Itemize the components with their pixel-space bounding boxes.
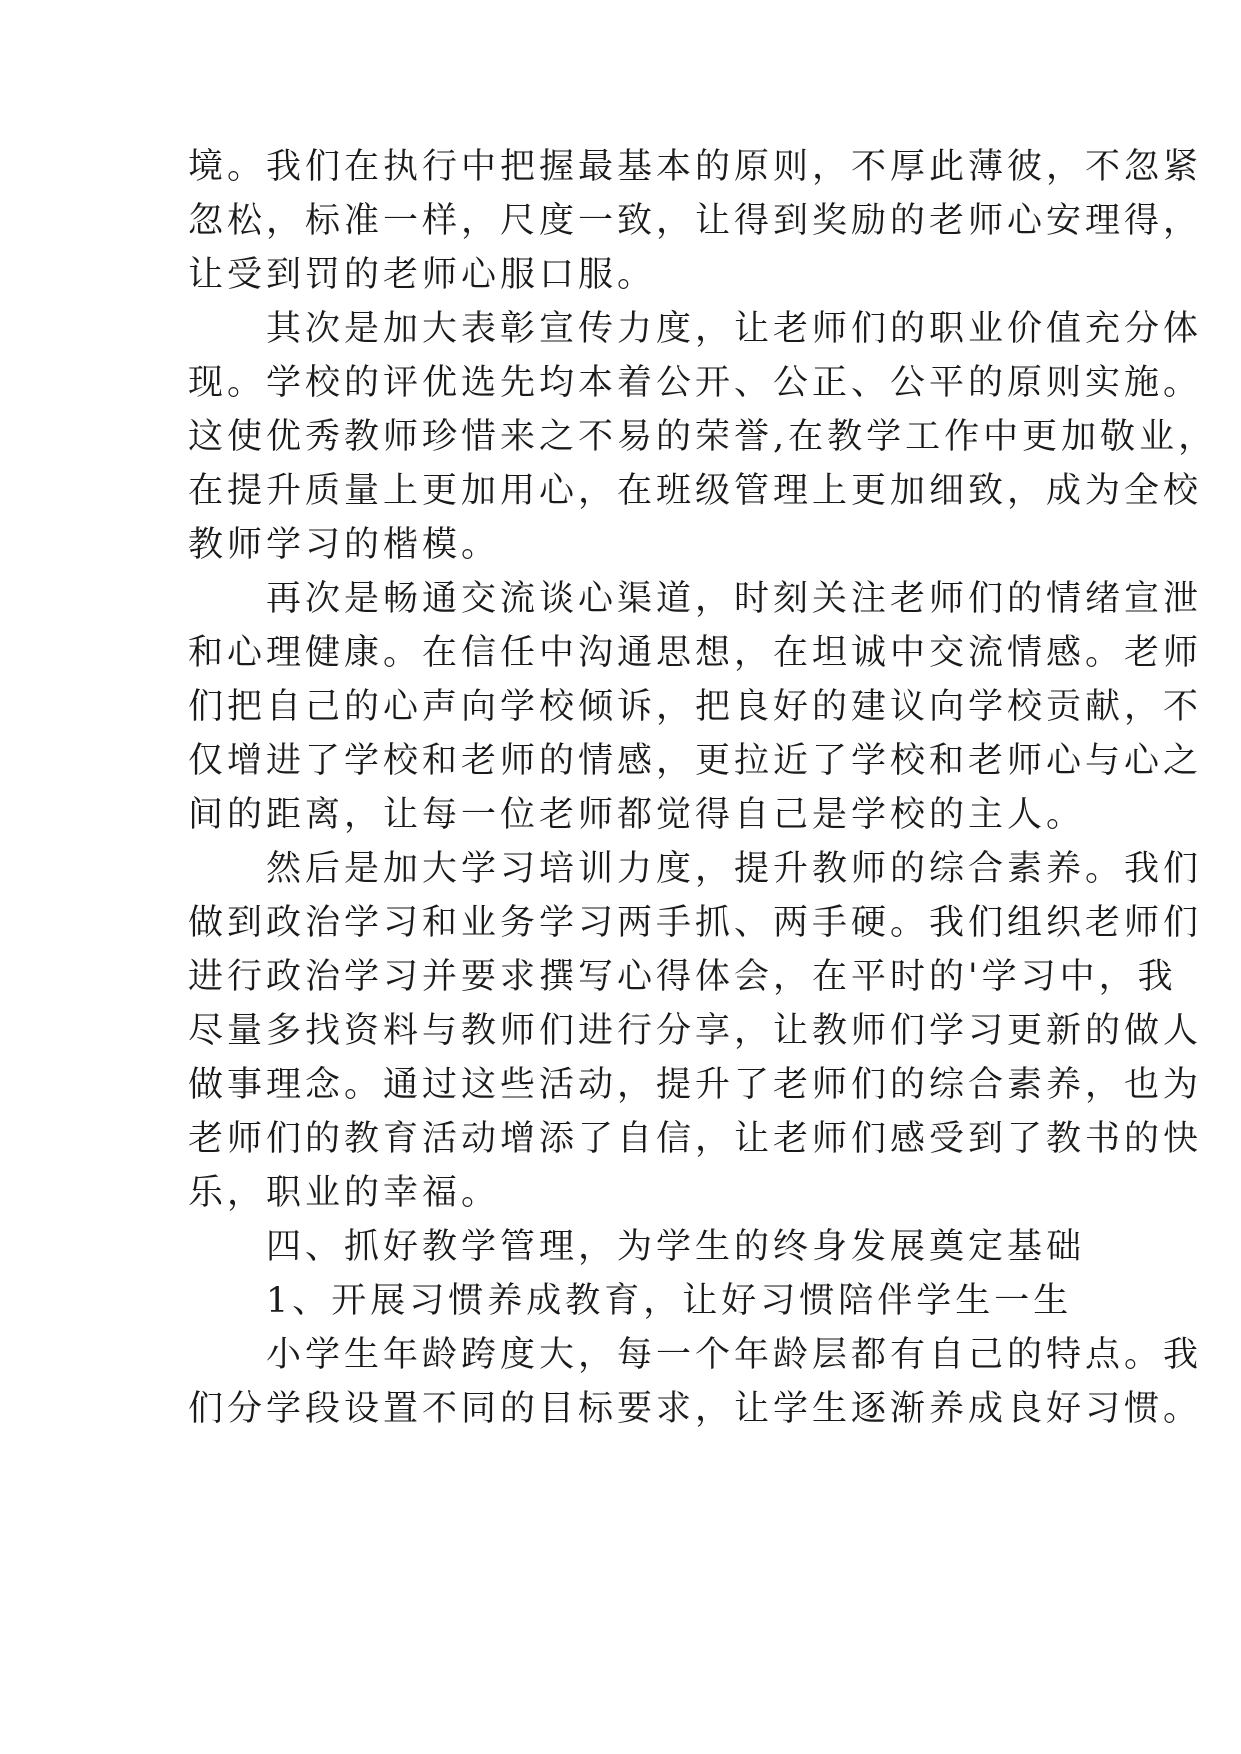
text-line: 让受到罚的老师心服口服。 bbox=[188, 255, 657, 295]
text-line: 这使优秀教师珍惜来之不易的荣誉,在教学工作中更加敬业， bbox=[188, 417, 1218, 457]
text-line: 教师学习的楷模。 bbox=[188, 525, 501, 565]
subsection-heading: 1、开展习惯养成教育，让好习惯陪伴学生一生 bbox=[188, 1281, 1073, 1321]
text-line: 然后是加大学习培训力度，提升教师的综合素养。我们 bbox=[188, 849, 1203, 889]
text-line: 们分学段设置不同的目标要求，让学生逐渐养成良好习惯。 bbox=[188, 1389, 1203, 1429]
text-line: 现。学校的评优选先均本着公开、公正、公平的原则实施。 bbox=[188, 363, 1203, 403]
text-line: 间的距离，让每一位老师都觉得自己是学校的主人。 bbox=[188, 795, 1086, 835]
text-line: 尽量多找资料与教师们进行分享，让教师们学习更新的做人 bbox=[188, 1011, 1203, 1051]
text-line: 们把自己的心声向学校倾诉，把良好的建议向学校贡献，不 bbox=[188, 687, 1203, 727]
text-line: 在提升质量上更加用心，在班级管理上更加细致，成为全校 bbox=[188, 471, 1203, 511]
text-line: 境。我们在执行中把握最基本的原则，不厚此薄彼，不忽紧 bbox=[188, 147, 1203, 187]
text-line: 小学生年龄跨度大，每一个年龄层都有自己的特点。我 bbox=[188, 1335, 1203, 1375]
text-line: 再次是畅通交流谈心渠道，时刻关注老师们的情绪宣泄 bbox=[188, 579, 1203, 619]
text-line: 仅增进了学校和老师的情感，更拉近了学校和老师心与心之 bbox=[188, 741, 1203, 781]
text-line: 和心理健康。在信任中沟通思想，在坦诚中交流情感。老师 bbox=[188, 633, 1203, 673]
section-heading: 四、抓好教学管理，为学生的终身发展奠定基础 bbox=[188, 1227, 1086, 1267]
text-line: 忽松，标准一样，尺度一致，让得到奖励的老师心安理得， bbox=[188, 201, 1203, 241]
text-line: 进行政治学习并要求撰写心得体会，在平时的'学习中，我 bbox=[188, 957, 1177, 997]
text-line: 做事理念。通过这些活动，提升了老师们的综合素养，也为 bbox=[188, 1065, 1203, 1105]
text-line: 其次是加大表彰宣传力度，让老师们的职业价值充分体 bbox=[188, 309, 1203, 349]
text-line: 乐，职业的幸福。 bbox=[188, 1173, 501, 1213]
text-line: 老师们的教育活动增添了自信，让老师们感受到了教书的快 bbox=[188, 1119, 1203, 1159]
text-line: 做到政治学习和业务学习两手抓、两手硬。我们组织老师们 bbox=[188, 903, 1203, 943]
